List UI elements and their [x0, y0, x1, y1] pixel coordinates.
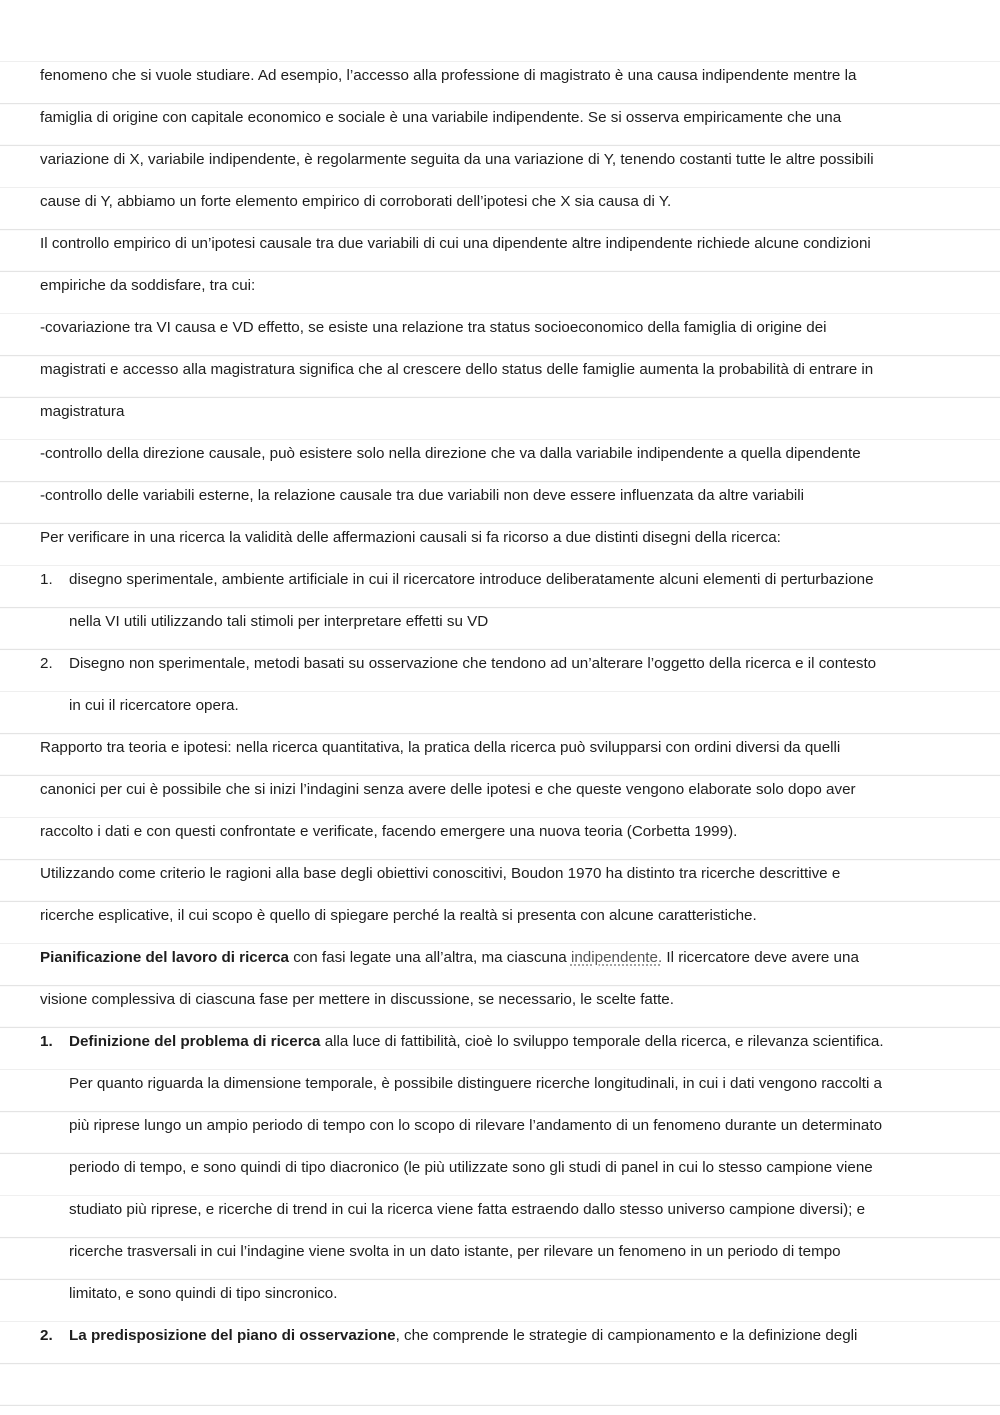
text-line: Utilizzando come criterio le ragioni alla base degli obiettivi conoscitivi, Boudon 1970 ha distinto tra ricerche descrittive e [40, 865, 841, 882]
document-page [40, 55, 960, 1357]
text-line: -controllo delle variabili esterne, la relazione causale tra due variabili non deve essere influenzata da altre variabili [40, 487, 805, 504]
text-line: raccolto i dati e con questi confrontate e verificate, facendo emergere una nuova teoria (Corbetta 1999). [40, 823, 738, 840]
text-line: -covariazione tra VI causa e VD effetto, se esiste una relazione tra status socioeconomico della famiglia di origine dei [40, 319, 827, 336]
list-item-continuation: ricerche trasversali in cui l’indagine viene svolta in un dato istante, per rilevare un fenomeno in un periodo di tempo [69, 1243, 841, 1260]
list-number: 2. [40, 1327, 53, 1344]
list-item-continuation: in cui il ricercatore opera. [69, 697, 239, 714]
list-item-text: Disegno non sperimentale, metodi basati su osservazione che tendono ad un’alterare l’oggetto della ricerca e il contesto [69, 655, 877, 672]
pianificazione-line [40, 937, 960, 979]
text-line: -controllo della direzione causale, può esistere solo nella direzione che va dalla variabile indipendente a quella dipendente [40, 445, 861, 462]
list-item [40, 1021, 960, 1063]
list-item-text: disegno sperimentale, ambiente artificiale in cui il ricercatore introduce deliberatamente alcuni elementi di perturbazione [69, 571, 874, 588]
text-span: Il ricercatore deve avere una [662, 949, 859, 966]
list-item-continuation: studiato più riprese, e ricerche di trend in cui la ricerca viene fatta estraendo dallo stesso universo campione diversi); e [69, 1201, 866, 1218]
list-number: 1. [40, 571, 53, 588]
list-item-continuation: nella VI utili utilizzando tali stimoli per interpretare effetti su VD [69, 613, 489, 630]
text-line: famiglia di origine con capitale economico e sociale è una variabile indipendente. Se si osserva empiricamente che una [40, 109, 842, 126]
text-line: canonici per cui è possibile che si inizi l’indagini senza avere delle ipotesi e che queste vengono elaborate solo dopo aver [40, 781, 856, 798]
list-item-continuation: Per quanto riguarda la dimensione temporale, è possibile distinguere ricerche longitudinali, in cui i dati vengono raccolti a [69, 1075, 883, 1092]
list-item [40, 1315, 960, 1357]
text-line: fenomeno che si vuole studiare. Ad esempio, l’accesso alla professione di magistrato è una causa indipendente mentre la [40, 67, 857, 84]
design-list [40, 559, 960, 727]
list-item [40, 559, 960, 601]
list-item-text: , che comprende le strategie di campionamento e la definizione degli [395, 1327, 858, 1344]
list-item [40, 643, 960, 685]
list-item-continuation: limitato, e sono quindi di tipo sincronico. [69, 1285, 338, 1302]
text-span: con fasi legate una all’altra, ma ciascuna [289, 949, 571, 966]
list-number: 2. [40, 655, 53, 672]
section-heading: Pianificazione del lavoro di ricerca [40, 949, 289, 966]
list-item-continuation: più riprese lungo un ampio periodo di tempo con lo scopo di rilevare l’andamento di un fenomeno durante un determinato [69, 1117, 883, 1134]
text-line: cause di Y, abbiamo un forte elemento empirico di corroborati dell’ipotesi che X sia causa di Y. [40, 193, 672, 210]
list-item-heading: La predisposizione del piano di osservazione [69, 1327, 396, 1344]
text-line: visione complessiva di ciascuna fase per mettere in discussione, se necessario, le scelte fatte. [40, 991, 674, 1008]
text-line: empiriche da soddisfare, tra cui: [40, 277, 256, 294]
list-item-heading: Definizione del problema di ricerca [69, 1033, 321, 1050]
text-line: Rapporto tra teoria e ipotesi: nella ricerca quantitativa, la pratica della ricerca può svilupparsi con ordini diversi da quelli [40, 739, 841, 756]
text-line: magistrati e accesso alla magistratura significa che al crescere dello status delle famiglie aumenta la probabilità di entrare in [40, 361, 874, 378]
text-line: magistratura [40, 403, 125, 420]
text-line: Per verificare in una ricerca la validità delle affermazioni causali si fa ricorso a due distinti disegni della ricerca: [40, 529, 781, 546]
list-number: 1. [40, 1033, 53, 1050]
text-line: Il controllo empirico di un’ipotesi causale tra due variabili di cui una dipendente altre indipendente richiede alcune condizioni [40, 235, 871, 252]
list-item-continuation: periodo di tempo, e sono quindi di tipo diacronico (le più utilizzate sono gli studi di panel in cui lo stesso campione viene [69, 1159, 873, 1176]
list-item-text: alla luce di fattibilità, cioè lo sviluppo temporale della ricerca, e rilevanza scientifica. [320, 1033, 884, 1050]
text-line: ricerche esplicative, il cui scopo è quello di spiegare perché la realtà si presenta con alcune caratteristiche. [40, 907, 757, 924]
phases-list [40, 1021, 960, 1357]
marked-word[interactable]: indipendente. [570, 949, 663, 966]
text-line: variazione di X, variabile indipendente, è regolarmente seguita da una variazione di Y, tenendo costanti tutte le altre possibili [40, 151, 874, 168]
